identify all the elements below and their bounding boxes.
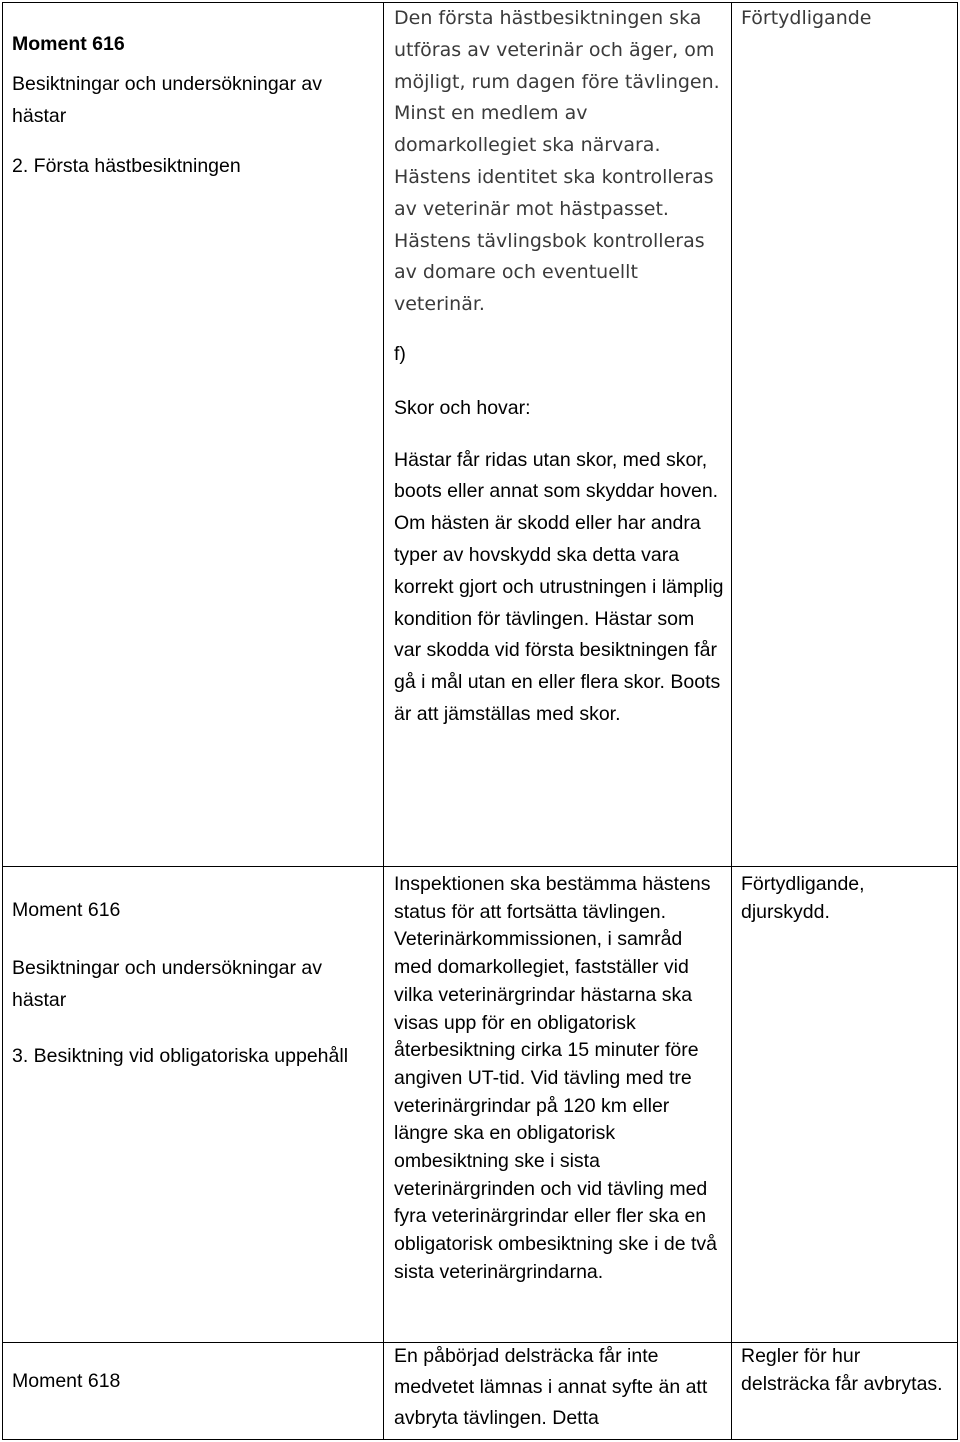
comment-text: Regler för hur delsträcka får avbrytas.: [741, 1345, 943, 1395]
shoes-paragraph: Hästar får ridas utan skor, med skor, boots eller annat som skyddar hoven. Om hästen är skodd eller har andra typer av hovskydd ska detta vara korrekt gjort och utrustningen i lämplig kondition för tävlingen. Hästar som var skodda vid första besiktningen får gå i mål utan en eller flera skor. Boots är att jämställas med skor.: [394, 448, 724, 725]
table-border-right: [957, 2, 958, 1440]
row3-rule-text: [394, 1341, 724, 1434]
row3-rule-reference: [12, 1365, 374, 1397]
row3-comment: [741, 1343, 951, 1398]
moment-title: Besiktningar och undersökningar av hästar: [12, 73, 323, 127]
stage-abandon-paragraph: En påbörjad delsträcka får inte medvetet lämnas i annat syfte än att avbryta tävlingen. Detta: [394, 1345, 708, 1429]
moment-label: Moment 616: [12, 899, 121, 921]
moment-title: Besiktningar och undersökningar av hästar: [12, 957, 323, 1011]
subheading-shoes-hooves: Skor och hovar:: [394, 396, 531, 419]
row1-rule-reference: [12, 28, 374, 182]
row1-comment: [741, 5, 951, 33]
row2-rule-text: [394, 871, 724, 1287]
column-divider-2: [731, 2, 732, 1440]
table-border-left: [2, 2, 3, 1440]
table-border-bottom: [2, 1439, 958, 1440]
item-label: f): [394, 342, 406, 365]
comment-text: Förtydligande, djurskydd.: [741, 873, 865, 923]
comment-text: Förtydligande: [741, 7, 872, 29]
inspection-status-paragraph: Inspektionen ska bestämma hästens status för att fortsätta tävlingen. Veterinärkommissionen, i samråd med domarkollegiet, fastställer vid vilka veterinärgrindar hästarna ska visas upp för en obligatorisk återbesiktning cirka 15 minuter före angiven UT-tid. Vid tävling med tre veterinärgrindar på 120 km eller längre ska en obligatorisk ombesiktning ske i sista veterinärgrinden och vid tävling med fyra veterinärgrindar eller fler ska en obligatorisk ombesiktning ske i de två sista veterinärgrindarna.: [394, 873, 717, 1283]
column-divider-1: [383, 2, 384, 1440]
row2-rule-reference: [12, 894, 374, 1072]
row2-comment: [741, 871, 951, 926]
inspection-paragraph: Den första hästbesiktningen ska utföras av veterinär och äger, om möjligt, rum dagen före tävlingen. Minst en medlem av domarkollegiet ska närvara. Hästens identitet ska kontrolleras av veterinär mot hästpasset. Hästens tävlingsbok kontrolleras av domare och eventuellt veterinär.: [394, 7, 720, 316]
section-heading: 3. Besiktning vid obligatoriska uppehåll: [12, 1045, 349, 1067]
section-heading: 2. Första hästbesiktningen: [12, 155, 241, 177]
moment-label: Moment 616: [12, 33, 125, 55]
moment-label: Moment 618: [12, 1370, 121, 1392]
row1-rule-text: [394, 3, 724, 731]
row-divider-1: [2, 866, 958, 867]
